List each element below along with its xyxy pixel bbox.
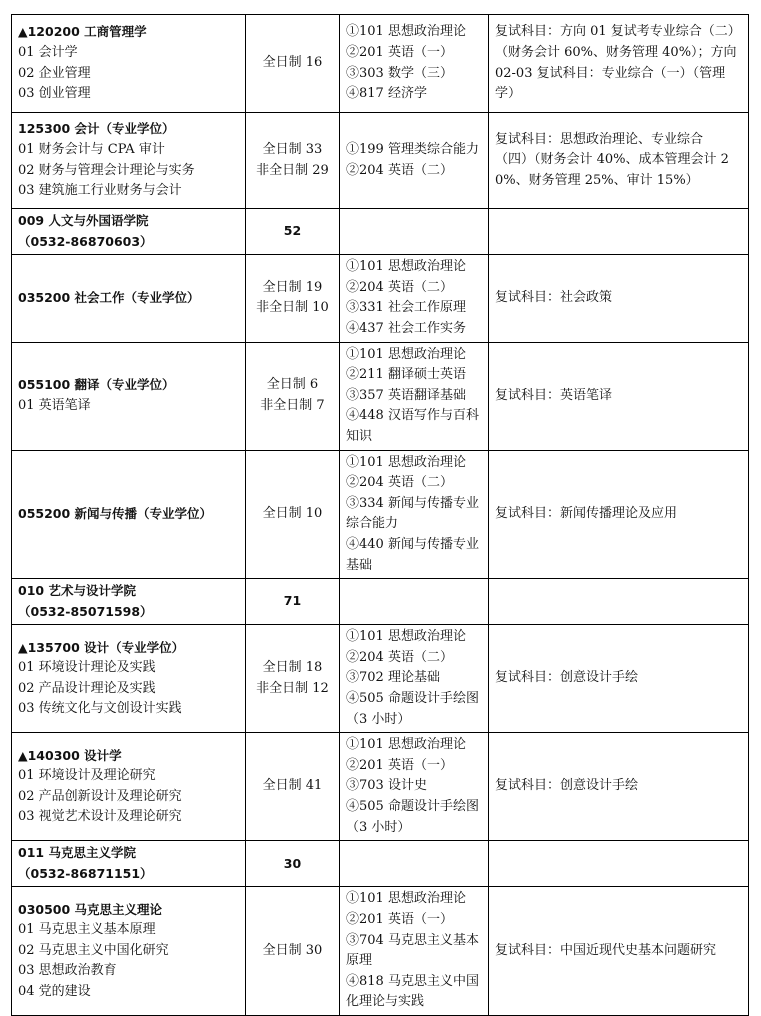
direction-item: 01 英语笔译 xyxy=(18,398,91,414)
direction-item: 02 马克思主义中国化研究 xyxy=(18,942,169,958)
program-row xyxy=(12,15,749,113)
direction-item: 01 会计学 xyxy=(18,44,78,60)
exam-subject: ③702 理论基础 xyxy=(346,670,440,686)
retest-subjects: 复试科目：新闻传播理论及应用 xyxy=(495,506,678,522)
school-row xyxy=(12,579,749,625)
retest-cell xyxy=(489,887,749,1016)
direction-item: 03 建筑施工行业财务与会计 xyxy=(18,183,182,199)
exam-subjects-cell xyxy=(340,733,489,841)
direction-item: 03 视觉艺术设计及理论研究 xyxy=(18,809,182,825)
program-row xyxy=(12,887,749,1016)
program-cell xyxy=(12,342,246,450)
exam-subject: ①101 思想政治理论 xyxy=(346,737,466,753)
enrollment-cell xyxy=(246,625,340,733)
exam-subject: ③334 新闻与传播专业综合能力 xyxy=(346,495,479,532)
exam-subject: ①101 思想政治理论 xyxy=(346,346,466,362)
exam-subject: ②201 英语（一） xyxy=(346,757,453,773)
direction-item: 01 财务会计与 CPA 审计 xyxy=(18,141,165,157)
exam-subject: ④505 命题设计手绘图（3 小时） xyxy=(346,691,479,727)
school-cell xyxy=(12,841,246,887)
exam-subject: ①199 管理类综合能力 xyxy=(346,141,479,157)
empty-cell xyxy=(489,841,749,887)
exam-subject: ④448 汉语写作与百科知识 xyxy=(346,408,479,444)
exam-subject: ②204 英语（二） xyxy=(346,475,453,491)
exam-subject: ①101 思想政治理论 xyxy=(346,454,466,470)
empty-cell xyxy=(489,209,749,255)
retest-cell xyxy=(489,450,749,579)
program-row xyxy=(12,625,749,733)
enrollment-cell xyxy=(246,113,340,209)
program-name: ▲135700 设计（专业学位） xyxy=(18,639,185,655)
exam-subject: ④437 社会工作实务 xyxy=(346,320,466,336)
exam-subjects-cell xyxy=(340,342,489,450)
retest-cell xyxy=(489,625,749,733)
exam-subject: ②204 英语（二） xyxy=(346,279,453,295)
direction-item: 03 创业管理 xyxy=(18,86,91,102)
exam-subject: ③357 英语翻译基础 xyxy=(346,387,466,403)
school-total-cell xyxy=(246,841,340,887)
admissions-table xyxy=(11,14,749,1016)
exam-subjects-cell xyxy=(340,113,489,209)
retest-cell xyxy=(489,255,749,342)
direction-item: 01 环境设计理论及实践 xyxy=(18,660,156,676)
exam-subjects-cell xyxy=(340,255,489,342)
enrollment-cell xyxy=(246,450,340,579)
program-name: 055200 新闻与传播（专业学位） xyxy=(18,506,213,522)
program-row xyxy=(12,255,749,342)
direction-item: 03 传统文化与文创设计实践 xyxy=(18,701,182,717)
school-name: 009 人文与外国语学院 xyxy=(18,213,149,228)
school-name: 011 马克思主义学院 xyxy=(18,845,136,861)
school-phone: （0532-86870603） xyxy=(18,233,153,249)
exam-subjects-cell xyxy=(340,887,489,1016)
direction-item: 02 产品创新设计及理论研究 xyxy=(18,788,182,804)
direction-item: 01 马克思主义基本原理 xyxy=(18,922,156,938)
program-name: 035200 社会工作（专业学位） xyxy=(18,290,200,306)
direction-item: 02 产品设计理论及实践 xyxy=(18,680,156,696)
enrollment-cell xyxy=(246,15,340,113)
exam-subject: ④505 命题设计手绘图（3 小时） xyxy=(346,799,479,835)
exam-subject: ②201 英语（一） xyxy=(346,912,453,927)
enrollment-item: 非全日制 10 xyxy=(256,300,329,316)
direction-item: 04 党的建设 xyxy=(18,984,91,1000)
retest-subjects: 复试科目：英语笔译 xyxy=(495,387,613,403)
retest-subjects: 复试科目：方向 01 复试考专业综合（二）（财务会计 60%、财务管理 40%）；方向 02-03 复试科目：专业综合（一）（管理学） xyxy=(495,24,741,102)
retest-subjects: 复试科目：创意设计手绘 xyxy=(495,778,639,794)
empty-cell xyxy=(489,579,749,625)
retest-subjects: 复试科目：中国近现代史基本问题研究 xyxy=(495,942,717,958)
program-cell xyxy=(12,450,246,579)
program-cell xyxy=(12,625,246,733)
school-total: 30 xyxy=(283,855,302,871)
enrollment-cell xyxy=(246,342,340,450)
exam-subject: ③303 数学（三） xyxy=(346,65,453,81)
retest-cell xyxy=(489,15,749,113)
enrollment-item: 全日制 41 xyxy=(262,778,323,794)
program-name: 125300 会计（专业学位） xyxy=(18,121,175,137)
school-total-cell xyxy=(246,209,340,255)
program-row xyxy=(12,450,749,579)
exam-subject: ②204 英语（二） xyxy=(346,162,453,178)
direction-item: 03 思想政治教育 xyxy=(18,963,117,979)
enrollment-cell xyxy=(246,733,340,841)
exam-subject: ①101 思想政治理论 xyxy=(346,259,466,275)
program-cell xyxy=(12,15,246,113)
school-total: 52 xyxy=(283,223,302,239)
retest-subjects: 复试科目：思想政治理论、专业综合（四）（财务会计 40%、成本管理会计 20%、财务管理 25%、审计 15%） xyxy=(495,131,729,188)
enrollment-item: 非全日制 12 xyxy=(256,680,329,696)
retest-cell xyxy=(489,342,749,450)
direction-item: 01 环境设计及理论研究 xyxy=(18,768,156,784)
exam-subject: ②211 翻译硕士英语 xyxy=(346,367,466,383)
enrollment-item: 全日制 6 xyxy=(266,377,319,393)
enrollment-item: 全日制 19 xyxy=(262,279,323,295)
enrollment-item: 非全日制 7 xyxy=(260,398,325,414)
exam-subjects-cell xyxy=(340,625,489,733)
exam-subject: ③331 社会工作原理 xyxy=(346,300,466,316)
program-row xyxy=(12,733,749,841)
school-row xyxy=(12,209,749,255)
school-total: 71 xyxy=(283,593,302,609)
exam-subject: ④818 马克思主义中国化理论与实践 xyxy=(346,973,479,1010)
exam-subject: ④440 新闻与传播专业基础 xyxy=(346,536,479,573)
program-name: ▲140300 设计学 xyxy=(18,747,122,763)
empty-cell xyxy=(340,209,489,255)
exam-subjects-cell xyxy=(340,450,489,579)
enrollment-item: 全日制 10 xyxy=(262,506,323,522)
exam-subject: ③703 设计史 xyxy=(346,778,427,794)
exam-subject: ②201 英语（一） xyxy=(346,44,453,60)
program-name: ▲120200 工商管理学 xyxy=(18,24,147,40)
school-phone: （0532-86871151） xyxy=(18,865,153,881)
exam-subject: ②204 英语（二） xyxy=(346,649,453,665)
program-row xyxy=(12,342,749,450)
school-name: 010 艺术与设计学院 xyxy=(18,583,136,599)
direction-item: 02 财务与管理会计理论与实务 xyxy=(18,162,195,178)
exam-subject: ①101 思想政治理论 xyxy=(346,24,466,40)
program-name: 055100 翻译（专业学位） xyxy=(18,377,175,393)
exam-subject: ④817 经济学 xyxy=(346,86,427,102)
enrollment-cell xyxy=(246,887,340,1016)
retest-cell xyxy=(489,113,749,209)
exam-subject: ①101 思想政治理论 xyxy=(346,891,466,907)
enrollment-item: 非全日制 29 xyxy=(256,162,329,178)
direction-item: 02 企业管理 xyxy=(18,65,91,81)
enrollment-cell xyxy=(246,255,340,342)
school-total-cell xyxy=(246,579,340,625)
exam-subject: ③704 马克思主义基本原理 xyxy=(346,932,479,969)
program-row xyxy=(12,113,749,209)
program-cell xyxy=(12,255,246,342)
exam-subject: ①101 思想政治理论 xyxy=(346,629,466,645)
enrollment-item: 全日制 33 xyxy=(262,141,323,157)
program-cell xyxy=(12,887,246,1016)
school-cell xyxy=(12,579,246,625)
retest-subjects: 复试科目：社会政策 xyxy=(495,290,613,306)
empty-cell xyxy=(340,841,489,887)
enrollment-item: 全日制 16 xyxy=(262,55,323,71)
enrollment-item: 全日制 18 xyxy=(262,660,323,676)
exam-subjects-cell xyxy=(340,15,489,113)
retest-subjects: 复试科目：创意设计手绘 xyxy=(495,670,639,686)
empty-cell xyxy=(340,579,489,625)
school-phone: （0532-85071598） xyxy=(18,603,153,619)
school-row xyxy=(12,841,749,887)
program-cell xyxy=(12,733,246,841)
enrollment-item: 全日制 30 xyxy=(262,942,323,958)
retest-cell xyxy=(489,733,749,841)
program-cell xyxy=(12,113,246,209)
school-cell xyxy=(12,209,246,255)
admissions-table-body xyxy=(12,15,749,1016)
program-name: 030500 马克思主义理论 xyxy=(18,901,163,917)
